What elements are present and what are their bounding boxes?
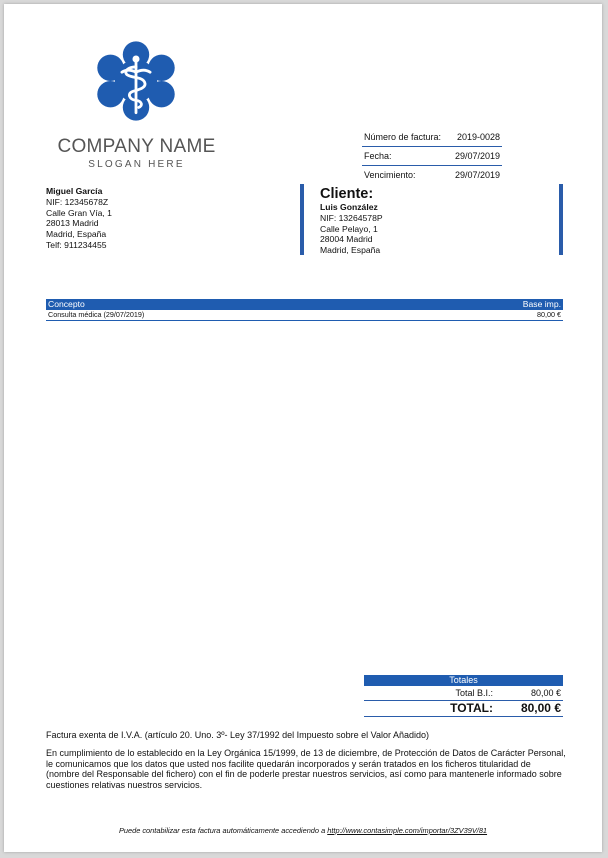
client-name: Luis González: [320, 202, 378, 212]
company-slogan: SLOGAN HERE: [88, 159, 185, 170]
total-label: TOTAL:: [450, 701, 493, 715]
footer-note: [4, 826, 602, 835]
invoice-date-row: [362, 147, 502, 166]
invoice-number-label: Número de factura:: [364, 132, 442, 142]
client-address-line: Calle Pelayo, 1: [320, 223, 378, 234]
client-block: [300, 184, 563, 255]
sender-phone: Telf: 911234455: [46, 239, 107, 250]
item-concept: Consulta médica (29/07/2019): [48, 310, 145, 319]
item-base: 80,00 €: [537, 310, 561, 319]
items-table: [46, 299, 563, 321]
data-protection-notice: En cumplimiento de lo establecido en la Ley Orgánica 15/1999, de 13 de diciembre, de Protección de Datos de Carácter Personal, le comunicamos que los datos que usted nos facilite quedarán incorporados y serán tratados en los ficheros titularidad de (nombre del Responsable del fichero) con el fin de poderle prestar nuestros servicios, así como para mantenerle informado sobre cuestiones relativas nuestros servicios.: [46, 748, 566, 790]
invoice-due-row: [362, 166, 502, 184]
footer-text: Puede contabilizar esta factura automáticamente accediendo a: [118, 826, 326, 835]
sender-name: Miguel García: [46, 186, 103, 196]
sender-address-line: Madrid, España: [46, 229, 107, 240]
total-bi-label: Total B.I.:: [455, 688, 493, 698]
concept-header: Concepto: [48, 299, 85, 309]
total-value: 80,00 €: [520, 701, 561, 715]
invoice-date-label: Fecha:: [364, 151, 392, 161]
sender-address-line: Calle Gran Vía, 1: [46, 207, 112, 218]
invoice-page: [4, 4, 602, 852]
sender-address-line: 28013 Madrid: [46, 218, 99, 229]
total-bi-row: [364, 686, 563, 701]
totals-title: Totales: [364, 675, 563, 686]
table-row: [46, 310, 563, 321]
caduceus-flower-logo-icon: [92, 37, 180, 125]
invoice-meta-box: [362, 128, 502, 184]
client-title: Cliente:: [320, 186, 374, 202]
client-address-line: 28004 Madrid: [320, 234, 373, 245]
import-link[interactable]: http://www.contasimple.com/importar/3ZV39V/81: [327, 826, 488, 835]
client-address-line: Madrid, España: [320, 245, 381, 256]
invoice-due-label: Vencimiento:: [364, 170, 416, 180]
sender-block: [46, 186, 112, 251]
sender-nif: NIF: 12345678Z: [46, 196, 109, 207]
invoice-number-row: [362, 128, 502, 147]
total-row: [364, 701, 563, 717]
items-table-header: [46, 299, 563, 310]
invoice-number-value: 2019-0028: [456, 132, 500, 142]
vat-exemption-note: Factura exenta de I.V.A. (artículo 20. Uno. 3º- Ley 37/1992 del Impuesto sobre el Valor Añadido): [46, 730, 430, 740]
totals-box: [364, 675, 563, 717]
client-nif: NIF: 13264578P: [320, 212, 383, 223]
invoice-due-value: 29/07/2019: [454, 170, 500, 180]
total-bi-value: 80,00 €: [530, 688, 561, 698]
invoice-date-value: 29/07/2019: [454, 151, 500, 161]
base-header: Base imp.: [522, 299, 561, 309]
company-name: COMPANY NAME: [57, 136, 216, 157]
